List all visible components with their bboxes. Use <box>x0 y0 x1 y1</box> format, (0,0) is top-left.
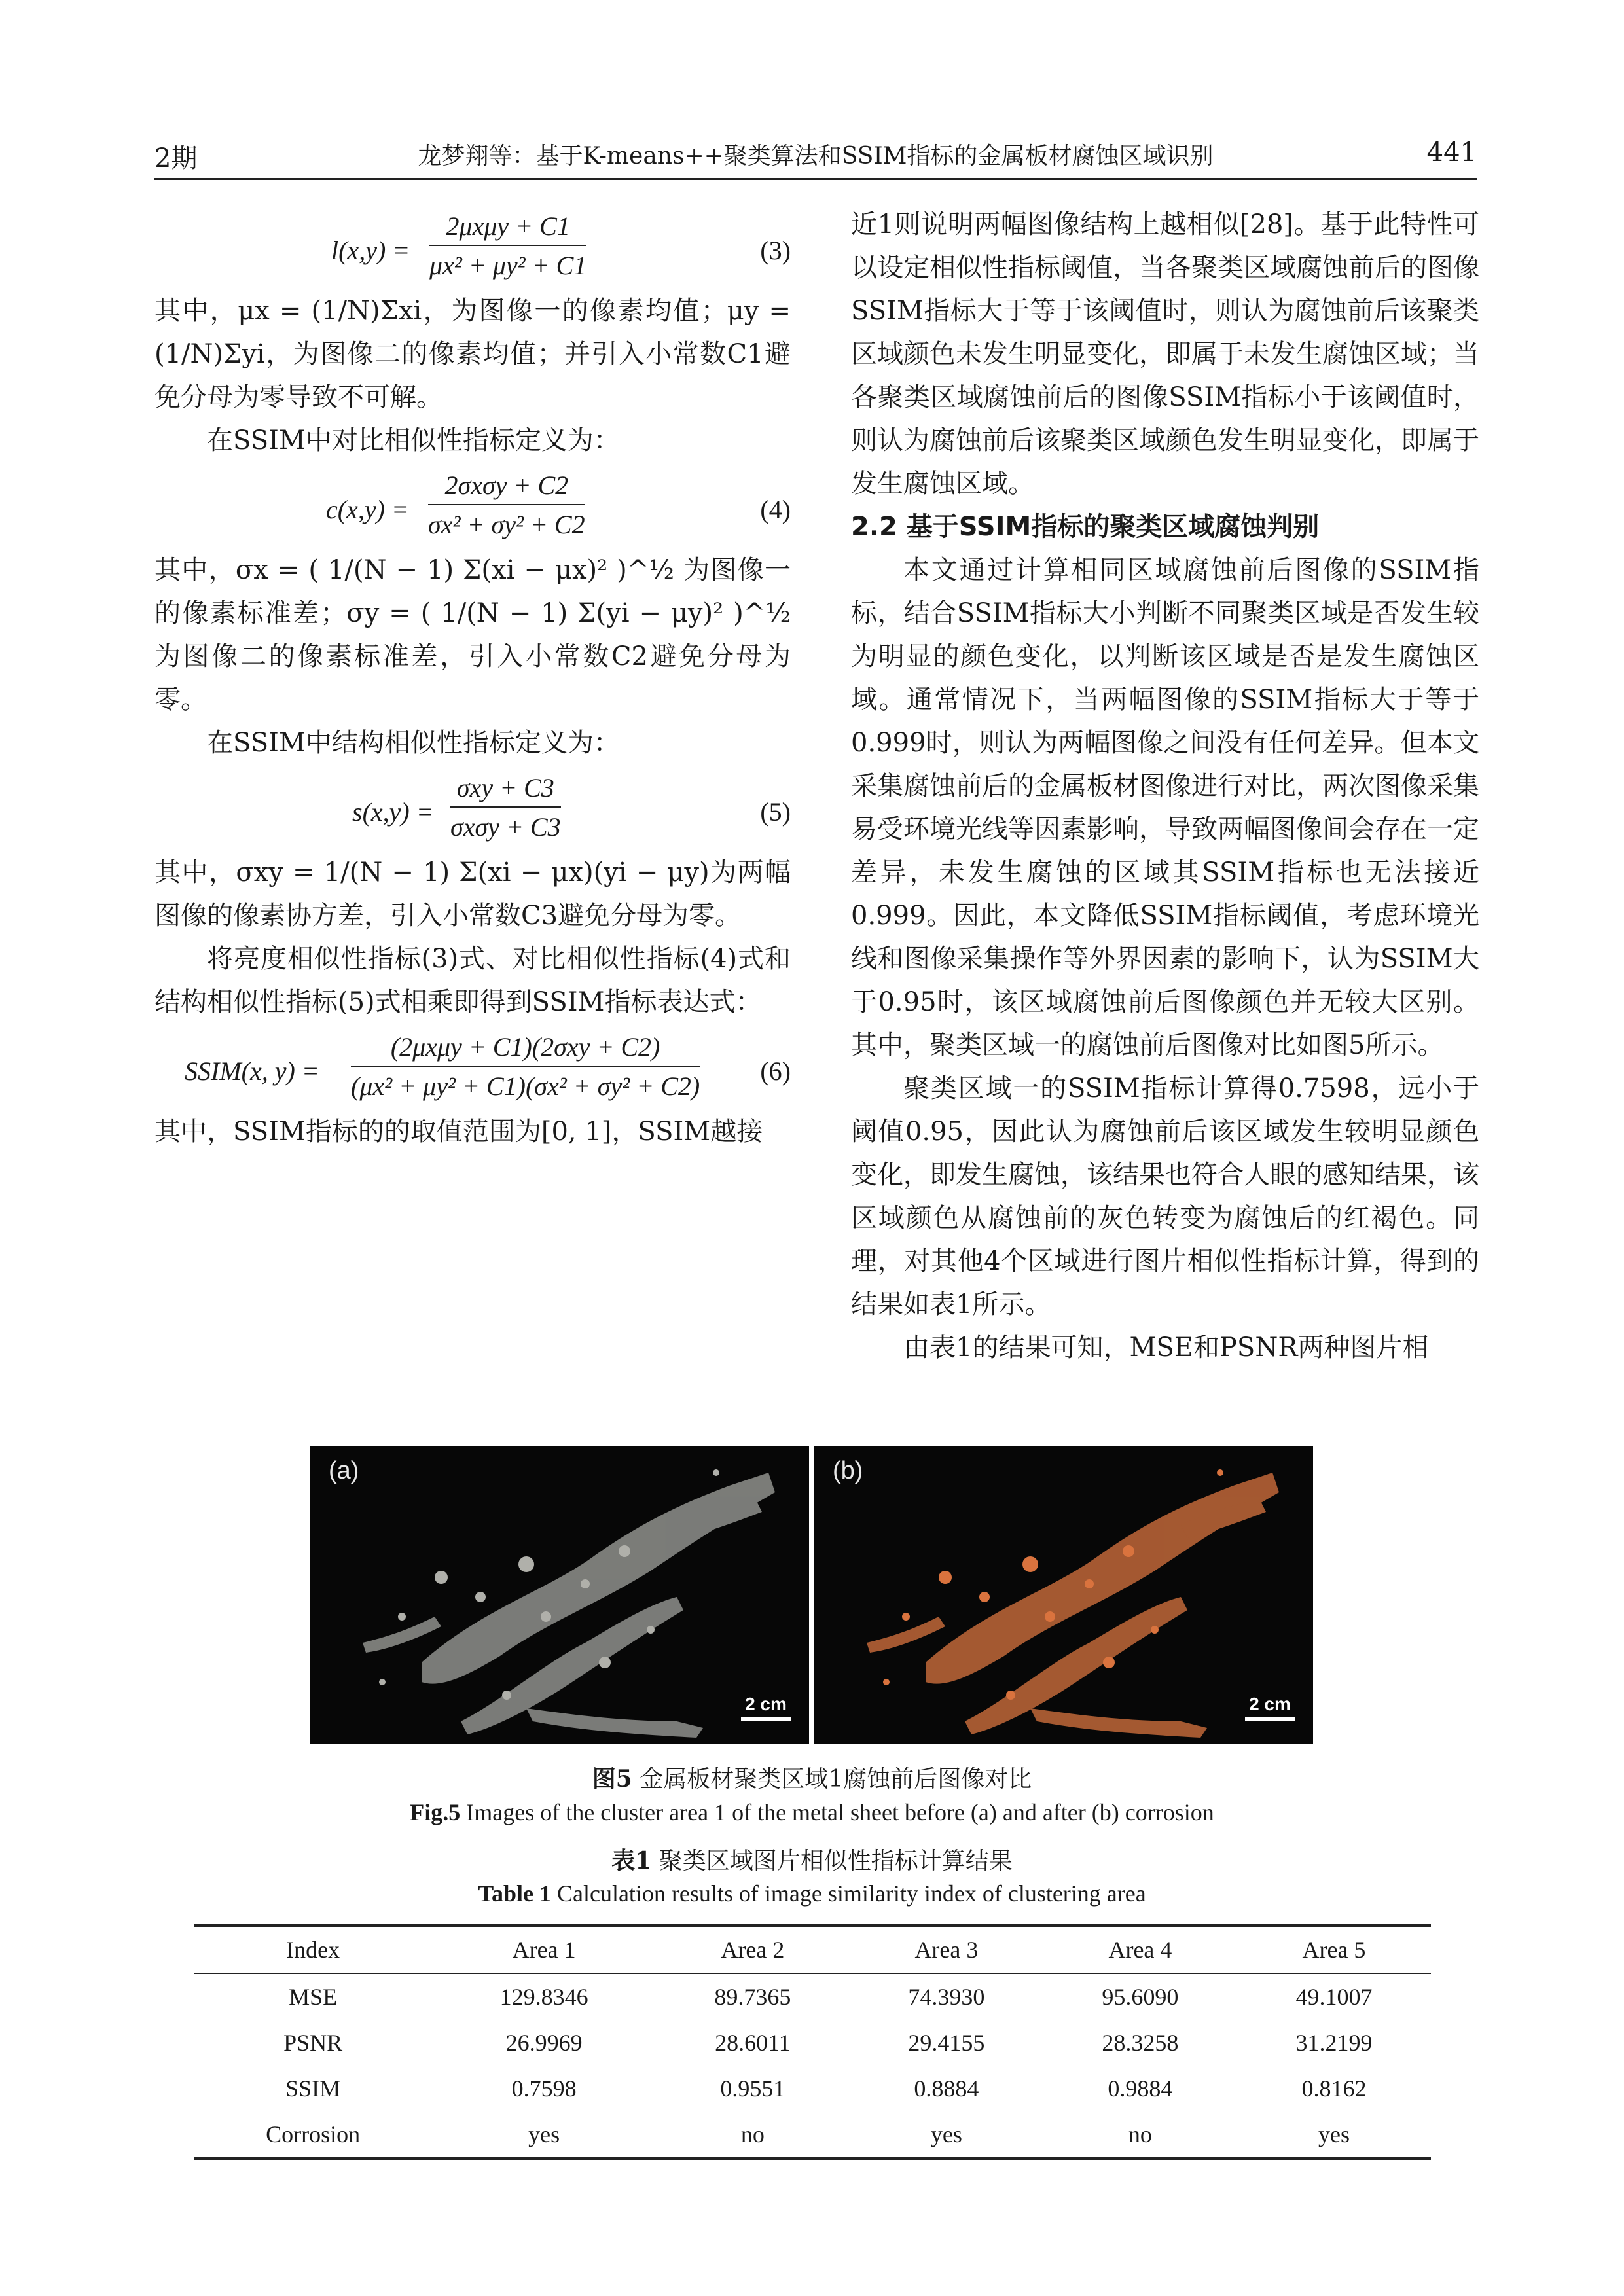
paragraph-ssim-product: 将亮度相似性指标(3)式、对比相似性指标(4)式和结构相似性指标(5)式相乘即得到SSIM指标表达式： <box>154 944 791 1017</box>
table-caption-zh <box>0 1842 1624 1876</box>
eq6-numerator: (2μxμy + C1)(2σxy + C2) <box>351 1029 700 1067</box>
table-caption-zh-text: 聚类区域图片相似性指标计算结果 <box>659 1848 1013 1874</box>
equation-3 <box>154 203 791 289</box>
similarity-table <box>194 1924 1431 2160</box>
eq4-denominator: σx² + σy² + C2 <box>428 510 585 539</box>
eq3-number: (3) <box>760 236 791 265</box>
eq6-lhs: SSIM(x, y) = <box>185 1056 319 1086</box>
eq5-denominator: σxσy + C3 <box>450 812 561 842</box>
equation-4 <box>154 462 791 548</box>
table-cell: Corrosion <box>194 2111 432 2159</box>
issue-number: 2期 <box>154 143 198 173</box>
table-cell: 0.8884 <box>914 2075 979 2102</box>
scale-bar-a-text: 2 cm <box>745 1694 787 1714</box>
eq3-denominator: μx² + μy² + C1 <box>429 251 587 280</box>
table-header-row <box>194 1926 1431 1973</box>
table-caption-en <box>0 1880 1624 1907</box>
table-cell: yes <box>432 2111 656 2159</box>
scale-bar-a-line <box>741 1717 791 1721</box>
table-header-cell: Area 2 <box>656 1926 850 1973</box>
table-cell: 95.6090 <box>1102 1984 1179 2010</box>
table-header-cell: Area 4 <box>1043 1926 1237 1973</box>
eq6-denominator: (μx² + μy² + C1)(σx² + σy² + C2) <box>351 1071 700 1101</box>
eq5-fraction <box>450 770 561 847</box>
running-header <box>154 137 1477 180</box>
scale-bar-a <box>741 1694 791 1721</box>
table-cell: 0.9884 <box>1108 2075 1173 2102</box>
table-cell: 49.1007 <box>1295 1984 1373 2010</box>
table-caption-en-text: Calculation results of image similarity index of clustering area <box>556 1880 1146 1907</box>
corrosion-before-image <box>310 1446 809 1744</box>
eq3-lhs: l(x,y) = <box>331 236 410 265</box>
table-cell: 31.2199 <box>1295 2030 1373 2056</box>
figure-caption-zh <box>0 1761 1624 1794</box>
paragraph-threshold: 近1则说明两幅图像结构上越相似[28]。基于此特性可以设定相似性指标阈值，当各聚类区域腐蚀前后的图像SSIM指标大于等于该阈值时，则认为腐蚀前后该聚类区域颜色未发生明显变化，即属于未发生腐蚀区域；当各聚类区域腐蚀前后的图像SSIM指标小于该阈值时，则认为腐蚀前后该聚类区域颜色发生明显变化，即属于发生腐蚀区域。 <box>851 209 1479 499</box>
figure-panel-a <box>310 1446 809 1744</box>
table-cell: no <box>656 2111 850 2159</box>
eq4-fraction <box>428 467 585 545</box>
table-header-cell: Area 5 <box>1237 1926 1431 1973</box>
table-cell: 129.8346 <box>499 1984 588 2010</box>
table-cell: 28.3258 <box>1102 2030 1179 2056</box>
table-cell: 89.7365 <box>714 1984 791 2010</box>
table-label-en: Table 1 <box>478 1880 551 1907</box>
running-title: 龙梦翔等：基于K-means++聚类算法和SSIM指标的金属板材腐蚀区域识别 <box>418 143 1214 170</box>
eq4-lhs: c(x,y) = <box>326 495 409 524</box>
table-cell: 74.3930 <box>908 1984 985 2010</box>
panel-a-label: (a) <box>329 1457 359 1484</box>
eq3-fraction <box>429 208 586 285</box>
scale-bar-b-line <box>1245 1717 1295 1721</box>
table-row-ssim <box>194 2066 1431 2111</box>
eq6-number: (6) <box>760 1056 791 1086</box>
table-header-cell: Area 3 <box>850 1926 1043 1973</box>
paragraph-covariance: 其中，σxy = 1/(N − 1) Σ(xi − μx)(yi − μy)为两幅图像的像素协方差，引入小常数C3避免分母为零。 <box>154 857 791 931</box>
figure-caption-zh-text: 金属板材聚类区域1腐蚀前后图像对比 <box>640 1766 1032 1793</box>
equation-6 <box>154 1024 791 1110</box>
scale-bar-b <box>1245 1694 1295 1721</box>
paragraph-means: 其中，μx = (1/N)Σxi，为图像一的像素均值；μy = (1/N)Σyi，为图像二的像素均值；并引入小常数C1避免分母为零导致不可解。 <box>154 296 791 412</box>
right-column <box>851 203 1479 1369</box>
eq4-number: (4) <box>760 495 791 524</box>
scale-bar-b-text: 2 cm <box>1249 1694 1291 1714</box>
paragraph-ssim-range: 其中，SSIM指标的的取值范围为[0, 1]，SSIM越接 <box>154 1117 763 1147</box>
table-row-psnr <box>194 2020 1431 2066</box>
table-label-zh: 表1 <box>611 1847 652 1874</box>
table-cell: 0.8162 <box>1301 2075 1367 2102</box>
figure-label-zh: 图5 <box>592 1765 632 1793</box>
table-cell: yes <box>1237 2111 1431 2159</box>
eq5-lhs: s(x,y) = <box>352 797 434 827</box>
figure-label-en: Fig.5 <box>410 1799 461 1825</box>
table-cell: 29.4155 <box>908 2030 985 2056</box>
table-cell: SSIM <box>285 2075 341 2102</box>
figure-panel-b <box>814 1446 1313 1744</box>
left-column <box>154 203 791 1153</box>
table-cell: 0.9551 <box>720 2075 785 2102</box>
table-cell: 0.7598 <box>511 2075 577 2102</box>
eq3-numerator: 2μxμy + C1 <box>429 208 586 246</box>
eq5-number: (5) <box>760 797 791 827</box>
table-header-cell: Index <box>194 1926 432 1973</box>
paragraph-std: 其中，σx = ( 1/(N − 1) Σ(xi − μx)² )^½ 为图像一的像素标准差；σy = ( 1/(N − 1) Σ(yi − μy)² )^½ 为图像二的像素标准差，引入小常数C2避免分母为零。 <box>154 555 791 715</box>
section-heading-2-2: 2.2 基于SSIM指标的聚类区域腐蚀判别 <box>851 512 1320 542</box>
figure-5 <box>310 1446 1313 1744</box>
figure-caption-en <box>0 1799 1624 1826</box>
table-row-corrosion <box>194 2111 1431 2159</box>
table-header-cell: Area 1 <box>432 1926 656 1973</box>
paragraph-table-discussion: 由表1的结果可知，MSE和PSNR两种图片相 <box>903 1333 1429 1363</box>
table-row-mse <box>194 1973 1431 2020</box>
figure-caption-en-text: Images of the cluster area 1 of the metal sheet before (a) and after (b) corrosion <box>466 1799 1214 1825</box>
equation-5 <box>154 764 791 851</box>
table-cell: no <box>1043 2111 1237 2159</box>
table-cell: 26.9969 <box>505 2030 583 2056</box>
eq5-numerator: σxy + C3 <box>450 770 561 808</box>
paragraph-method: 本文通过计算相同区域腐蚀前后图像的SSIM指标，结合SSIM指标大小判断不同聚类区域是否发生较为明显的颜色变化，以判断该区域是否是发生腐蚀区域。通常情况下，当两幅图像的SSIM指标大于等于0.999时，则认为两幅图像之间没有任何差异。但本文采集腐蚀前后的金属板材图像进行对比，两次图像采集易受环境光线等因素影响，导致两幅图像间会存在一定差异，未发生腐蚀的区域其SSIM指标也无法接近0.999。因此，本文降低SSIM指标阈值，考虑环境光线和图像采集操作等外界因素的影响下，认为SSIM大于0.95时，该区域腐蚀前后图像颜色并无较大区别。其中，聚类区域一的腐蚀前后图像对比如图5所示。 <box>851 555 1479 1060</box>
eq6-fraction <box>351 1029 700 1106</box>
eq4-numerator: 2σxσy + C2 <box>428 467 585 505</box>
paragraph-contrast-intro: 在SSIM中对比相似性指标定义为： <box>207 425 620 456</box>
page-number: 441 <box>1426 137 1477 168</box>
corrosion-after-image <box>814 1446 1313 1744</box>
table-cell: yes <box>850 2111 1043 2159</box>
paragraph-area1-result: 聚类区域一的SSIM指标计算得0.7598，远小于阈值0.95，因此认为腐蚀前后该区域发生较明显颜色变化，即发生腐蚀，该结果也符合人眼的感知结果，该区域颜色从腐蚀前的灰色转变为腐蚀后的红褐色。同理，对其他4个区域进行图片相似性指标计算，得到的结果如表1所示。 <box>851 1073 1479 1319</box>
paragraph-structure-intro: 在SSIM中结构相似性指标定义为： <box>207 728 620 758</box>
panel-b-label: (b) <box>833 1457 863 1484</box>
table-cell: PSNR <box>283 2030 343 2056</box>
table-cell: MSE <box>289 1984 338 2010</box>
table-cell: 28.6011 <box>715 2030 791 2056</box>
